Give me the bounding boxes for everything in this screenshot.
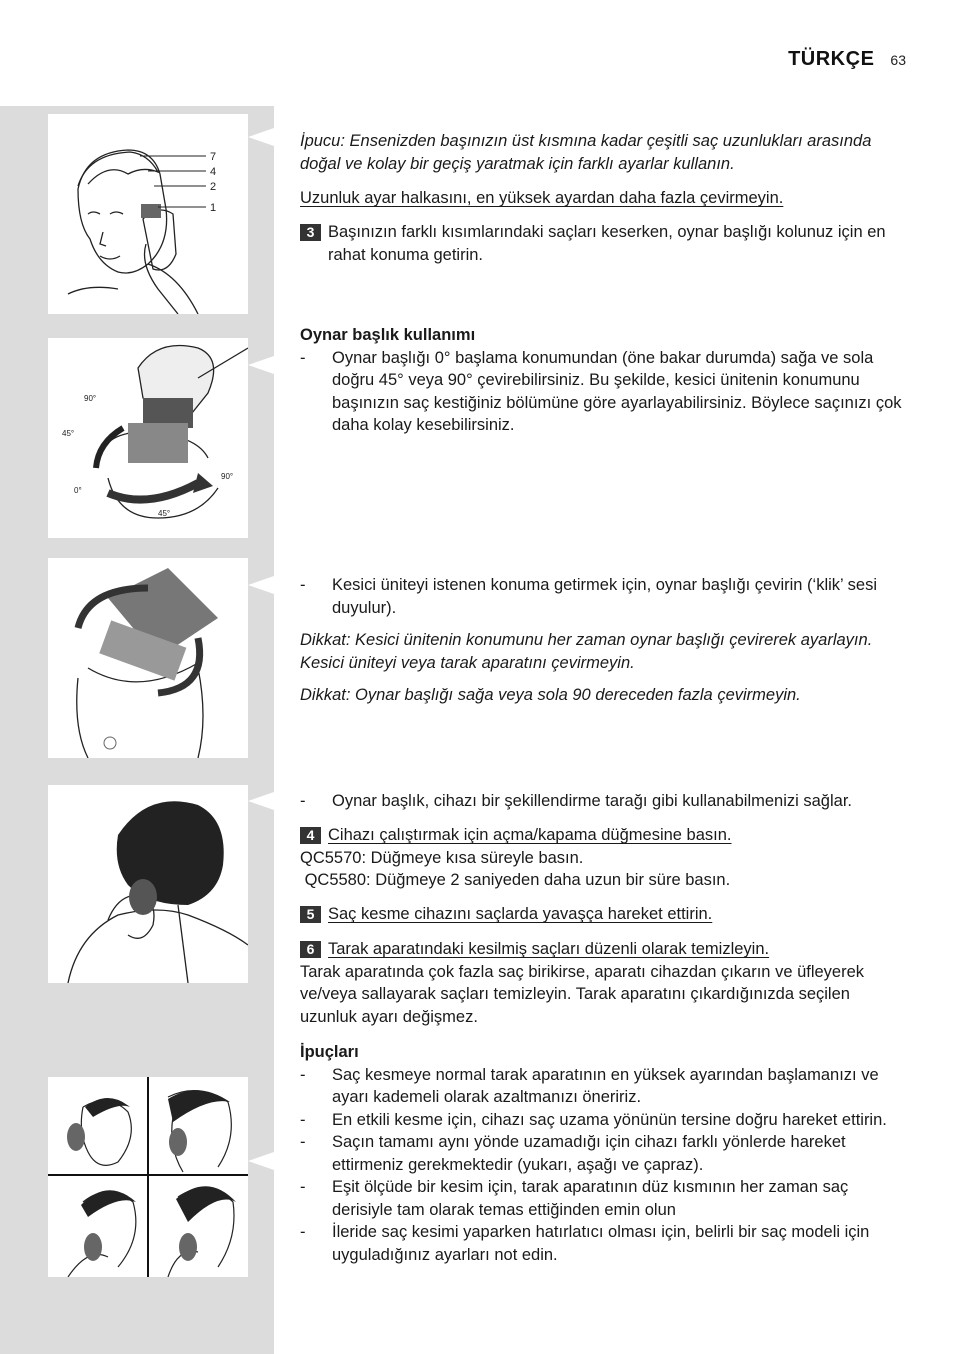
step-number: 3 bbox=[300, 224, 321, 241]
fig2-label: 0° bbox=[74, 486, 82, 495]
bullet-dash: - bbox=[300, 1065, 306, 1084]
back-of-head-illustration bbox=[48, 785, 248, 983]
fig2-label: 90° bbox=[84, 394, 97, 403]
list-item bbox=[300, 1064, 910, 1109]
figure-pointer bbox=[248, 576, 274, 594]
rotate-head-illustration bbox=[48, 558, 248, 758]
tip-item: İleride saç kesimi yaparken hatırlatıcı olması için, belirli bir saç modeli için uyguladığınız ayarları not edin. bbox=[332, 1223, 870, 1264]
figure-pointer bbox=[248, 1152, 274, 1170]
step-number: 4 bbox=[300, 827, 321, 844]
fig1-label: 2 bbox=[210, 181, 217, 193]
tip-text: İpucu: Ensenizden başınızın üst kısmına kadar çeşitli saç uzunlukları arasında doğal ve kolay bir geçiş yaratmak için farklı ayarlar kullanın. bbox=[300, 132, 872, 173]
section-heading: İpuçları bbox=[300, 1043, 359, 1061]
list-item bbox=[300, 1176, 910, 1221]
figure-pointer bbox=[248, 792, 274, 810]
step-text: Cihazı çalıştırmak için açma/kapama düğmesine basın. bbox=[328, 826, 732, 844]
pivot-section bbox=[300, 324, 910, 437]
caution-text: Dikkat: Kesici ünitenin konumunu her zaman oynar başlığı çevirerek ayarlayın. Kesici üniteyi veya tarak aparatını çevirmeyin. bbox=[300, 631, 873, 672]
figure-pointer bbox=[248, 128, 274, 146]
comb-section bbox=[300, 790, 910, 813]
step-text: Başınızın farklı kısımlarındaki saçları keserken, oynar başlığı kolunuz için en rahat konuma getirin. bbox=[328, 223, 886, 264]
fig2-label: 180° bbox=[114, 483, 129, 490]
step-text: Saç kesme cihazını saçlarda yavaşça hareket ettirin. bbox=[328, 905, 713, 923]
bullet-dash: - bbox=[300, 1178, 306, 1196]
figure-tips-panels bbox=[48, 1077, 248, 1277]
bullet-dash: - bbox=[300, 576, 306, 594]
step-5 bbox=[300, 903, 910, 926]
bullet-dash: - bbox=[300, 1133, 306, 1151]
rotate-section bbox=[300, 574, 910, 707]
model-instruction: QC5570: Düğmeye kısa süreyle basın. bbox=[300, 848, 584, 867]
bullet-dash: - bbox=[300, 1110, 306, 1129]
figure-combing-use bbox=[48, 785, 248, 983]
warning-text: Uzunluk ayar halkasını, en yüksek ayardan daha fazla çevirmeyin. bbox=[300, 189, 784, 207]
step-text: Tarak aparatındaki kesilmiş saçları düzenli olarak temizleyin. bbox=[328, 940, 770, 958]
section-heading: Oynar başlık kullanımı bbox=[300, 326, 476, 344]
tip-item: Eşit ölçüde bir kesim için, tarak aparatının düz kısmının her zaman saç derisiyle tam olarak temas ettiğinden emin olun bbox=[332, 1178, 849, 1219]
model-instruction: QC5580: Düğmeye 2 saniyeden daha uzun bir süre basın. bbox=[300, 871, 731, 889]
bullet-text: Oynar başlık, cihazı bir şekillendirme tarağı gibi kullanabilmenizi sağlar. bbox=[332, 792, 852, 810]
bullet-text: Kesici üniteyi istenen konuma getirmek için, oynar başlığı çevirin (‘klik’ sesi duyulur). bbox=[332, 576, 878, 617]
figure-pointer bbox=[248, 356, 274, 374]
tip-item: En etkili kesme için, cihazı saç uzama yönünün tersine doğru hareket ettirin. bbox=[332, 1110, 887, 1129]
bullet-dash: - bbox=[300, 1223, 306, 1241]
tip-item: Saç kesmeye normal tarak aparatının en yüksek ayarından başlamanızı ve ayarı kademeli olarak azaltmanızı öneririz. bbox=[332, 1065, 879, 1106]
fig2-label: 45° bbox=[158, 509, 171, 518]
head-trimmer-illustration bbox=[48, 114, 248, 314]
fig2-label: 90° bbox=[221, 472, 234, 481]
warning-block bbox=[300, 187, 910, 210]
pivot-head-illustration bbox=[48, 338, 248, 538]
figure-rotate-head bbox=[48, 558, 248, 758]
page-header bbox=[788, 48, 906, 71]
bullet-dash: - bbox=[300, 792, 306, 810]
step-number: 6 bbox=[300, 941, 321, 958]
list-item bbox=[300, 1221, 910, 1266]
step-4 bbox=[300, 824, 910, 892]
tips-panel-illustration bbox=[48, 1077, 248, 1277]
fig1-label: 4 bbox=[210, 166, 217, 178]
page-number: 63 bbox=[890, 52, 906, 68]
caution-text: Dikkat: Oynar başlığı sağa veya sola 90 dereceden fazla çevirmeyin. bbox=[300, 686, 801, 704]
bullet-dash: - bbox=[300, 348, 306, 367]
step-body: Tarak aparatında çok fazla saç birikirse, aparatı cihazdan çıkarın ve üfleyerek ve/veya sallayarak saçları temizleyin. Tarak aparatını çıkardığınızda seçilen uzunluk ayarı değişmez. bbox=[300, 962, 865, 1026]
list-item bbox=[300, 1109, 910, 1132]
bullet-text: Oynar başlığı 0° başlama konumundan (öne bakar durumda) sağa ve sola doğru 45° veya 90° çevirebilirsiniz. Bu şekilde, kesici ünitenin konumunu başınızın saç kestiğiniz bölümüne göre ayarlayabilirsiniz. Böylece saçınızı çok daha kolay kesebilirsiniz. bbox=[332, 348, 902, 434]
list-item bbox=[300, 1131, 910, 1176]
figure-pivot-angles bbox=[48, 338, 248, 538]
step-number: 5 bbox=[300, 906, 321, 923]
tip-block bbox=[300, 130, 910, 175]
tips-section bbox=[300, 1041, 910, 1266]
figure-length-settings bbox=[48, 114, 248, 314]
step-3 bbox=[300, 221, 910, 266]
fig2-label: 45° bbox=[62, 429, 75, 438]
step-6 bbox=[300, 938, 910, 1028]
language-title: TÜRKÇE bbox=[788, 48, 875, 70]
fig1-label: 7 bbox=[210, 151, 217, 163]
tip-item: Saçın tamamı aynı yönde uzamadığı için cihazı farklı yönlerde hareket ettirmeniz gerekmektedir (yukarı, aşağı ve çapraz). bbox=[332, 1133, 846, 1174]
fig1-label: 1 bbox=[210, 202, 217, 214]
